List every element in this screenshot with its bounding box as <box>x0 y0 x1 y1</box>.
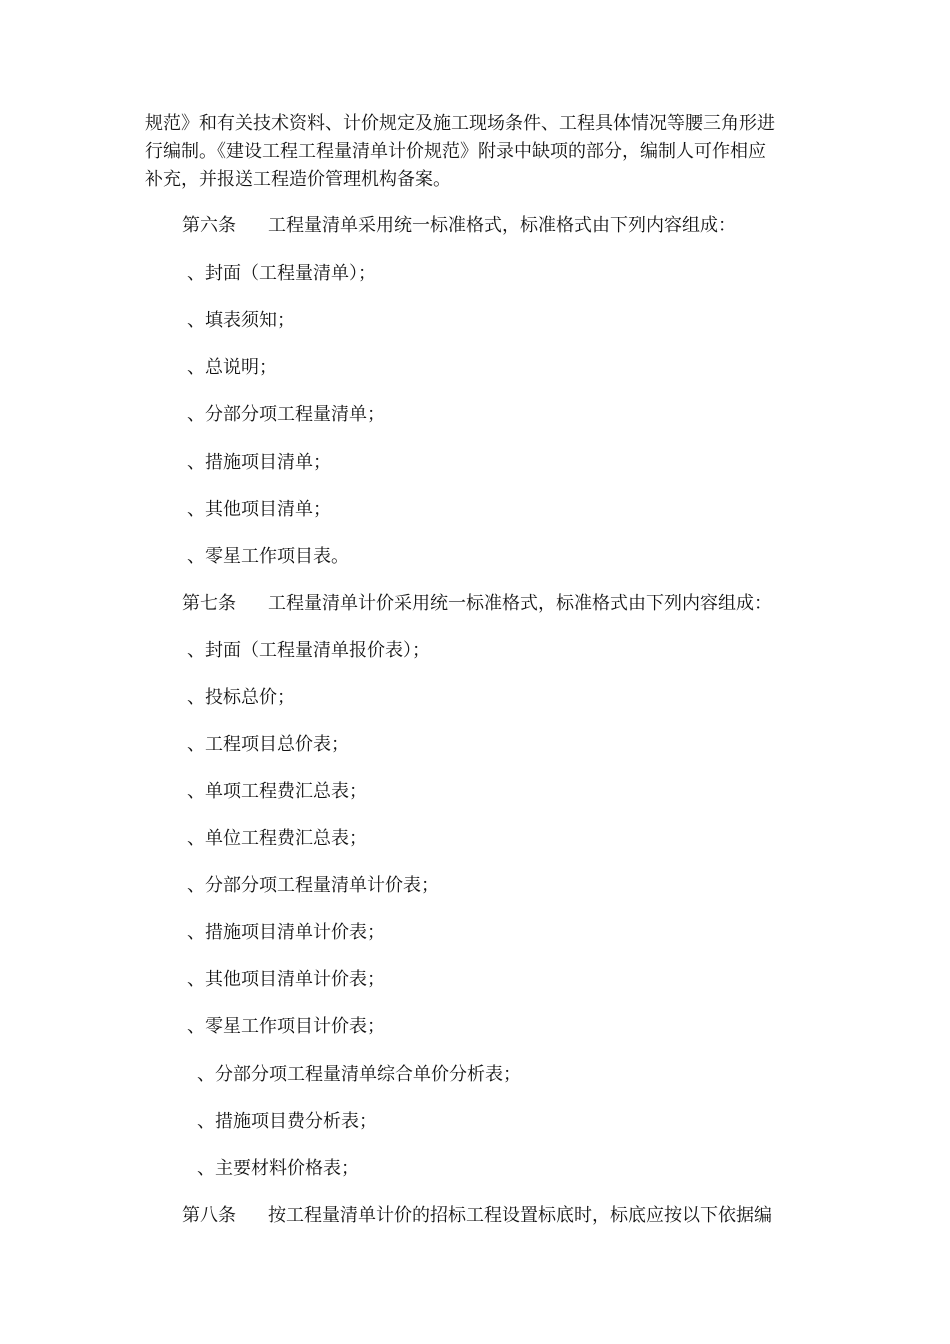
article-text: 按工程量清单计价的招标工程设置标底时，标底应按以下依据编 <box>268 1205 772 1226</box>
article-7-heading <box>182 589 772 615</box>
list-item: 、措施项目清单计价表； <box>187 922 385 943</box>
intro-paragraph <box>145 110 815 194</box>
list-item: 、其他项目清单； <box>187 499 331 520</box>
article-number: 第七条 <box>182 593 236 614</box>
article-8-heading <box>182 1201 772 1227</box>
list-item: 、分部分项工程量清单计价表； <box>187 875 439 896</box>
intro-line: 补充，并报送工程造价管理机构备案。 <box>145 169 451 190</box>
list-item: 、填表须知； <box>187 310 295 331</box>
list-item: 、零星工作项目表。 <box>187 546 349 567</box>
list-item: 、措施项目清单； <box>187 452 331 473</box>
article-text: 工程量清单采用统一标准格式，标准格式由下列内容组成： <box>268 215 736 236</box>
list-item: 、分部分项工程量清单； <box>187 404 385 425</box>
list-item: 、投标总价； <box>187 687 295 708</box>
list-item: 、其他项目清单计价表； <box>187 969 385 990</box>
article-number: 第六条 <box>182 215 236 236</box>
list-item: 、封面（工程量清单）； <box>187 263 376 284</box>
list-item: 、封面（工程量清单报价表）； <box>187 640 430 661</box>
list-item: 、总说明； <box>187 357 277 378</box>
intro-line: 行编制。《建设工程工程量清单计价规范》附录中缺项的部分，编制人可作相应 <box>145 141 766 162</box>
list-item: 、措施项目费分析表； <box>197 1111 377 1132</box>
article-number: 第八条 <box>182 1205 236 1226</box>
article-6-heading <box>182 211 736 237</box>
intro-line: 规范》和有关技术资料、计价规定及施工现场条件、工程具体情况等腰三角形进 <box>145 113 775 134</box>
list-item: 、工程项目总价表； <box>187 734 349 755</box>
list-item: 、单项工程费汇总表； <box>187 781 367 802</box>
list-item: 、分部分项工程量清单综合单价分析表； <box>197 1064 521 1085</box>
article-text: 工程量清单计价采用统一标准格式，标准格式由下列内容组成： <box>268 593 772 614</box>
list-item: 、单位工程费汇总表； <box>187 828 367 849</box>
list-item: 、主要材料价格表； <box>197 1158 359 1179</box>
list-item: 、零星工作项目计价表； <box>187 1016 385 1037</box>
